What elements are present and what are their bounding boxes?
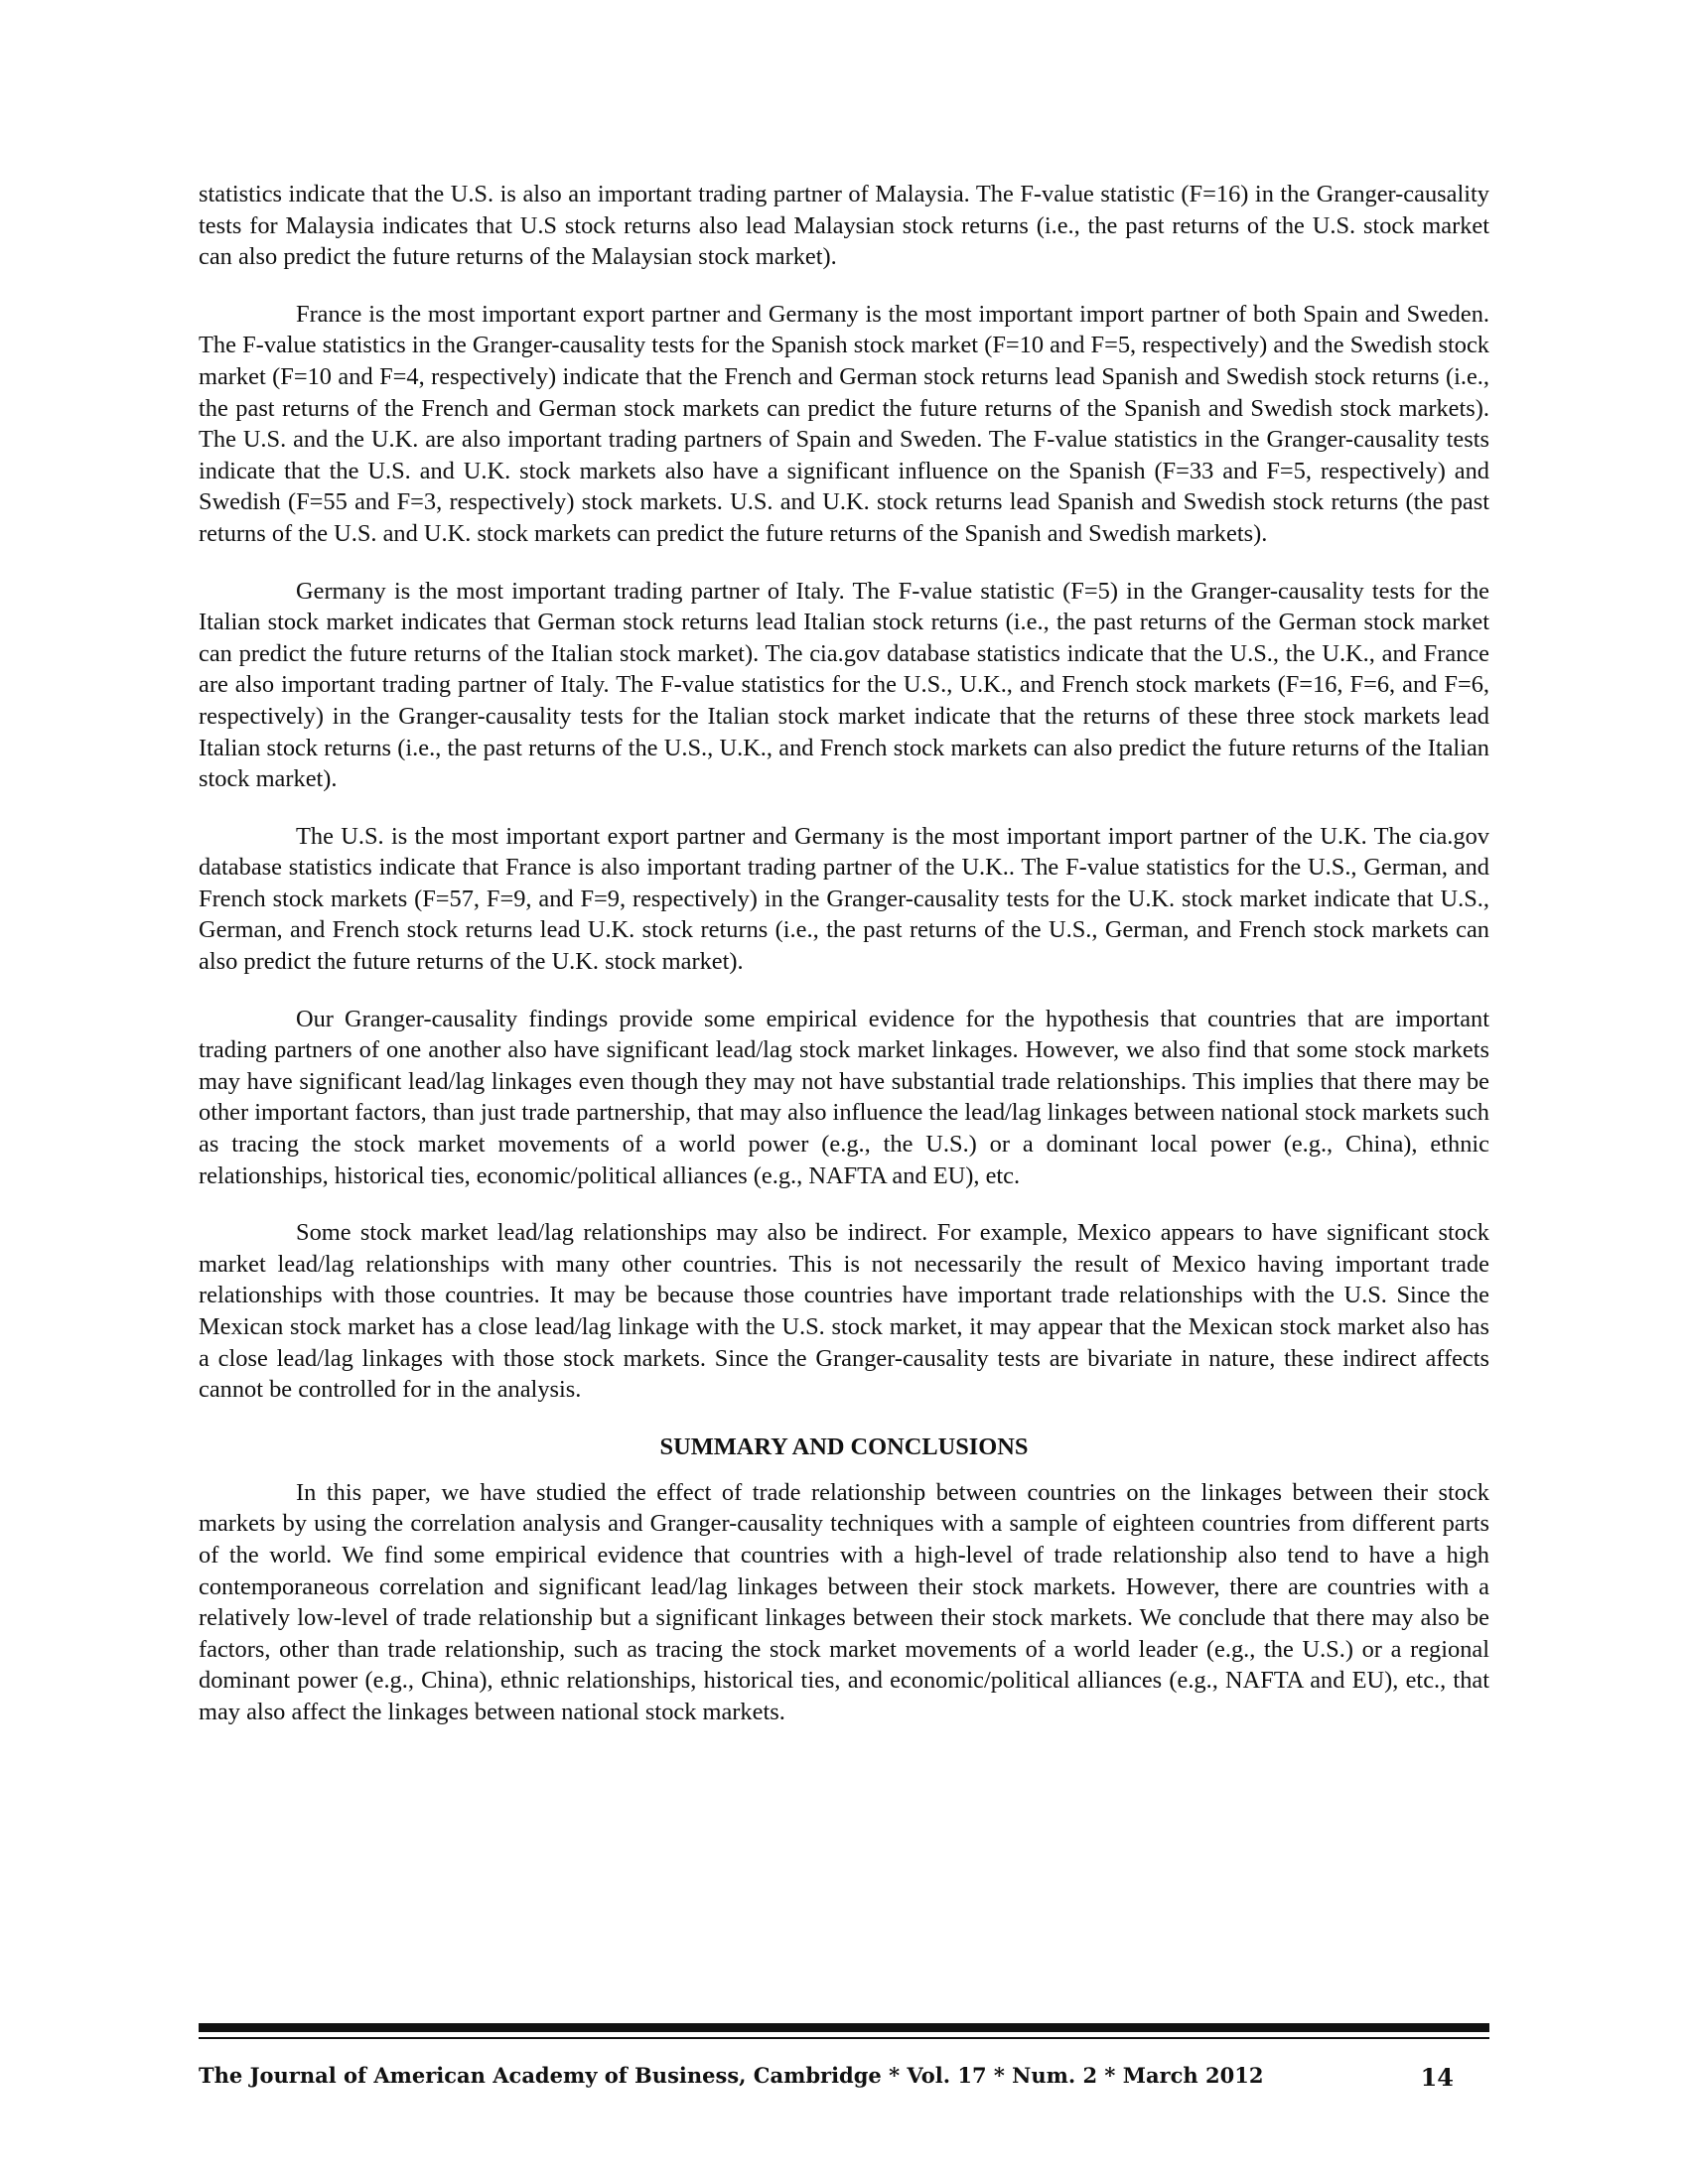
page-footer bbox=[199, 2063, 1489, 2095]
footer-journal-citation: The Journal of American Academy of Business, Cambridge * Vol. 17 * Num. 2 * March 2012 bbox=[199, 2063, 1264, 2088]
footer-page-number: 14 bbox=[1420, 2063, 1454, 2092]
body-paragraph-4: The U.S. is the most important export partner and Germany is the most important import partner of the U.K. The cia.gov database statistics indicate that France is also important trading partner of the U.K.. The F-value statistics for the U.S., German, and French stock markets (F=57, F=9, and F=9, respectively) in the Granger-causality tests for the U.K. stock market indicate that U.S., German, and French stock returns lead U.K. stock returns (i.e., the past returns of the U.S., German, and French stock markets can also predict the future returns of the U.K. stock market). bbox=[199, 822, 1489, 976]
summary-paragraph: In this paper, we have studied the effect of trade relationship between countries on the linkages between their stock markets by using the correlation analysis and Granger-causality techniques with a sample of eighteen countries from different parts of the world. We find some empirical evidence that countries with a high-level of trade relationship also tend to have a high contemporaneous correlation and significant lead/lag linkages between their stock markets. However, there are countries with a relatively low-level of trade relationship but a significant linkages between their stock markets. We conclude that there may also be factors, other than trade relationship, such as tracing the stock market movements of a world leader (e.g., the U.S.) or a regional dominant power (e.g., China), ethnic relationships, historical ties, and economic/political alliances (e.g., NAFTA and EU), etc., that may also affect the linkages between national stock markets. bbox=[199, 1478, 1489, 1725]
footer-rule-thick bbox=[199, 2023, 1489, 2032]
section-heading-summary: SUMMARY AND CONCLUSIONS bbox=[659, 1433, 1029, 1460]
body-paragraph-2: France is the most important export partner and Germany is the most important import partner of both Spain and Sweden. The F-value statistics in the Granger-causality tests for the Spanish stock market (F=10 and F=5, respectively) and the Swedish stock market (F=10 and F=4, respectively) indicate that the French and German stock returns lead Spanish and Swedish stock returns (i.e., the past returns of the French and German stock markets can predict the future returns of the Spanish and Swedish stock markets). The U.S. and the U.K. are also important trading partners of Spain and Sweden. The F-value statistics in the Granger-causality tests indicate that the U.S. and U.K. stock markets also have a significant influence on the Spanish (F=33 and F=5, respectively) and Swedish (F=55 and F=3, respectively) stock markets. U.S. and U.K. stock returns lead Spanish and Swedish stock returns (the past returns of the U.S. and U.K. stock markets can predict the future returns of the Spanish and Swedish markets). bbox=[199, 300, 1489, 547]
footer-rule-thin bbox=[199, 2037, 1489, 2039]
body-paragraph-6: Some stock market lead/lag relationships may also be indirect. For example, Mexico appears to have significant stock market lead/lag relationships with many other countries. This is not necessarily the result of Mexico having important trade relationships with those countries. It may be because those countries have important trade relationships with the U.S. Since the Mexican stock market has a close lead/lag linkage with the U.S. stock market, it may appear that the Mexican stock market also has a close lead/lag linkages with those stock markets. Since the Granger-causality tests are bivariate in nature, these indirect affects cannot be controlled for in the analysis. bbox=[199, 1219, 1489, 1404]
body-paragraph-3: Germany is the most important trading partner of Italy. The F-value statistic (F=5) in the Granger-causality tests for the Italian stock market indicates that German stock returns lead Italian stock returns (i.e., the past returns of the German stock market can predict the future returns of the Italian stock market). The cia.gov database statistics indicate that the U.S., the U.K., and France are also important trading partner of Italy. The F-value statistics for the U.S., U.K., and French stock markets (F=16, F=6, and F=6, respectively) in the Granger-causality tests for the Italian stock market indicate that the returns of these three stock markets lead Italian stock returns (i.e., the past returns of the U.S., U.K., and French stock markets can also predict the future returns of the Italian stock market). bbox=[199, 577, 1489, 793]
body-paragraph-1: statistics indicate that the U.S. is also an important trading partner of Malaysia. The F-value statistic (F=16) in the Granger-causality tests for Malaysia indicates that U.S stock returns also lead Malaysian stock returns (i.e., the past returns of the U.S. stock market can also predict the future returns of the Malaysian stock market). bbox=[199, 181, 1489, 271]
body-paragraph-5: Our Granger-causality findings provide some empirical evidence for the hypothesis that countries that are important trading partners of one another also have significant lead/lag stock market linkages. However, we also find that some stock markets may have significant lead/lag linkages even though they may not have substantial trade relationships. This implies that there may be other important factors, than just trade partnership, that may also influence the lead/lag linkages between national stock markets such as tracing the stock market movements of a world power (e.g., the U.S.) or a dominant local power (e.g., China), ethnic relationships, historical ties, economic/political alliances (e.g., NAFTA and EU), etc. bbox=[199, 1005, 1489, 1189]
page-body bbox=[199, 179, 1489, 1754]
